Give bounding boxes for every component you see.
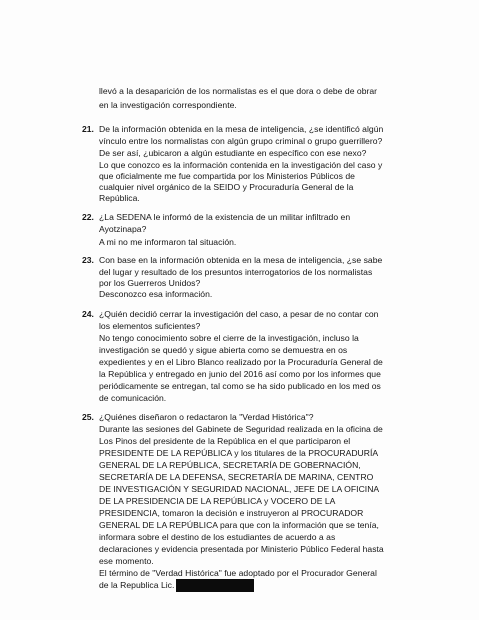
q21-answer-line-2: que oficialmente me fue compartida por los Ministerios Públicos de [99,171,355,181]
q24-answer-line-2: investigación se quedó y sigue abierta como se demuestra en os [99,345,348,355]
intro-line-1: llevó a la desaparición de los normalistas es el que dora o debe de obrar [99,86,378,96]
q25-answer-line-12: ese momento. [99,556,154,566]
q25-answer-line-9: GENERAL DE LA REPÚBLICA para que con la información que se tenía, [99,520,379,530]
q25-answer-line-3: PRESIDENTE DE LA REPÚBLICA y los titulares de la PROCURADURÍA [99,448,379,458]
q23-question-line-3: por los Guerreros Unidos? [99,278,201,288]
q22-question-line-1: ¿La SEDENA le informó de la existencia de un militar infiltrado en [99,212,351,222]
q24-answer-line-5: periódicamente se entregan, tal como se ha sido publicado en los med os [99,381,381,391]
q24-answer-line-6: de comunicación. [99,393,167,403]
q24-question-line-1: ¿Quién decidió cerrar la investigación del caso, a pesar de no contar con [99,309,379,319]
q21-question-line-1: De la información obtenida en la mesa de inteligencia, ¿se identificó algún [99,124,384,134]
q24-answer-line-1: No tengo conocimiento sobre el cierre de la investigación, incluso la [99,333,359,343]
q25-answer-line-10: informara sobre el destino de los estudiantes de acuerdo a as [99,532,336,542]
q21-question-line-2: vínculo entre los normalistas con algún grupo criminal o grupo guerrillero? [99,136,383,146]
q25-answer-line-2: Los Pinos del presidente de la República en el que participaron el [99,436,351,446]
q25-answer-line-14: de la Republica Lic. [99,580,175,590]
q25-question-line-1: ¿Quiénes diseñaron o redactaron la "Verdad Histórica"? [99,412,314,422]
q24-answer-line-3: expedientes y en el Libro Blanco realizado por la Procuraduría General de [99,357,383,367]
q24-question-line-2: los elementos suficientes? [99,321,201,331]
q21-answer-line-4: República. [99,193,140,203]
q25-answer-line-6: DE INVESTIGACIÓN Y SEGURIDAD NACIONAL, JEFE DE LA OFICINA [99,484,380,494]
question-number-22: 22. [82,212,94,222]
q23-answer-line-1: Desconozco esa información. [99,289,213,299]
q21-answer-line-1: Lo que conozco es la información contenida en la investigación del caso y [99,160,383,170]
q22-question-line-2: Ayotzinapa? [99,224,147,234]
q25-answer-line-4: GENERAL DE LA REPÚBLICA, SECRETARÍA DE GOBERNACIÓN, [99,460,361,470]
q25-answer-line-11: declaraciones y evidencia presentada por Ministerio Público Federal hasta [99,544,384,554]
q25-answer-line-8: PRESIDENCIA, tomaron la decisión e instruyeron al PROCURADOR [99,508,364,518]
question-number-24: 24. [82,309,94,319]
q25-answer-line-13: El término de "Verdad Histórica" fue adoptado por el Procurador General [99,568,377,578]
q23-question-line-2: del lugar y resultado de los presuntos interrogatorios de los normalistas [99,267,373,277]
q21-answer-line-3: cualquier nivel orgánico de la SEIDO y Procuraduría General de la [99,182,354,192]
q25-answer-line-1: Durante las sesiones del Gabinete de Seguridad realizada en la oficina de [99,424,383,434]
q23-question-line-1: Con base en la información obtenida en la mesa de inteligencia, ¿se sabe [99,255,383,265]
question-number-25: 25. [82,412,94,422]
question-number-23: 23. [82,255,94,265]
q22-answer-line-1: A mi no me informaron tal situación. [99,237,237,247]
q25-answer-line-5: SECRETARÍA DE LA DEFENSA, SECRETARÍA DE MARINA, CENTRO [99,472,374,482]
q24-answer-line-4: la República y entregado en junio del 2016 así como por los informes que [99,369,381,379]
q21-question-line-3: De ser así, ¿ubicaron a algún estudiante en específico con ese nexo? [99,148,367,158]
intro-line-2: en la investigación correspondiente. [99,100,237,110]
redaction-block [176,579,254,592]
q25-answer-line-7: DE LA PRESIDENCIA DE LA REPÚBLICA y VOCERO DE LA [99,496,336,506]
question-number-21: 21. [82,124,94,134]
